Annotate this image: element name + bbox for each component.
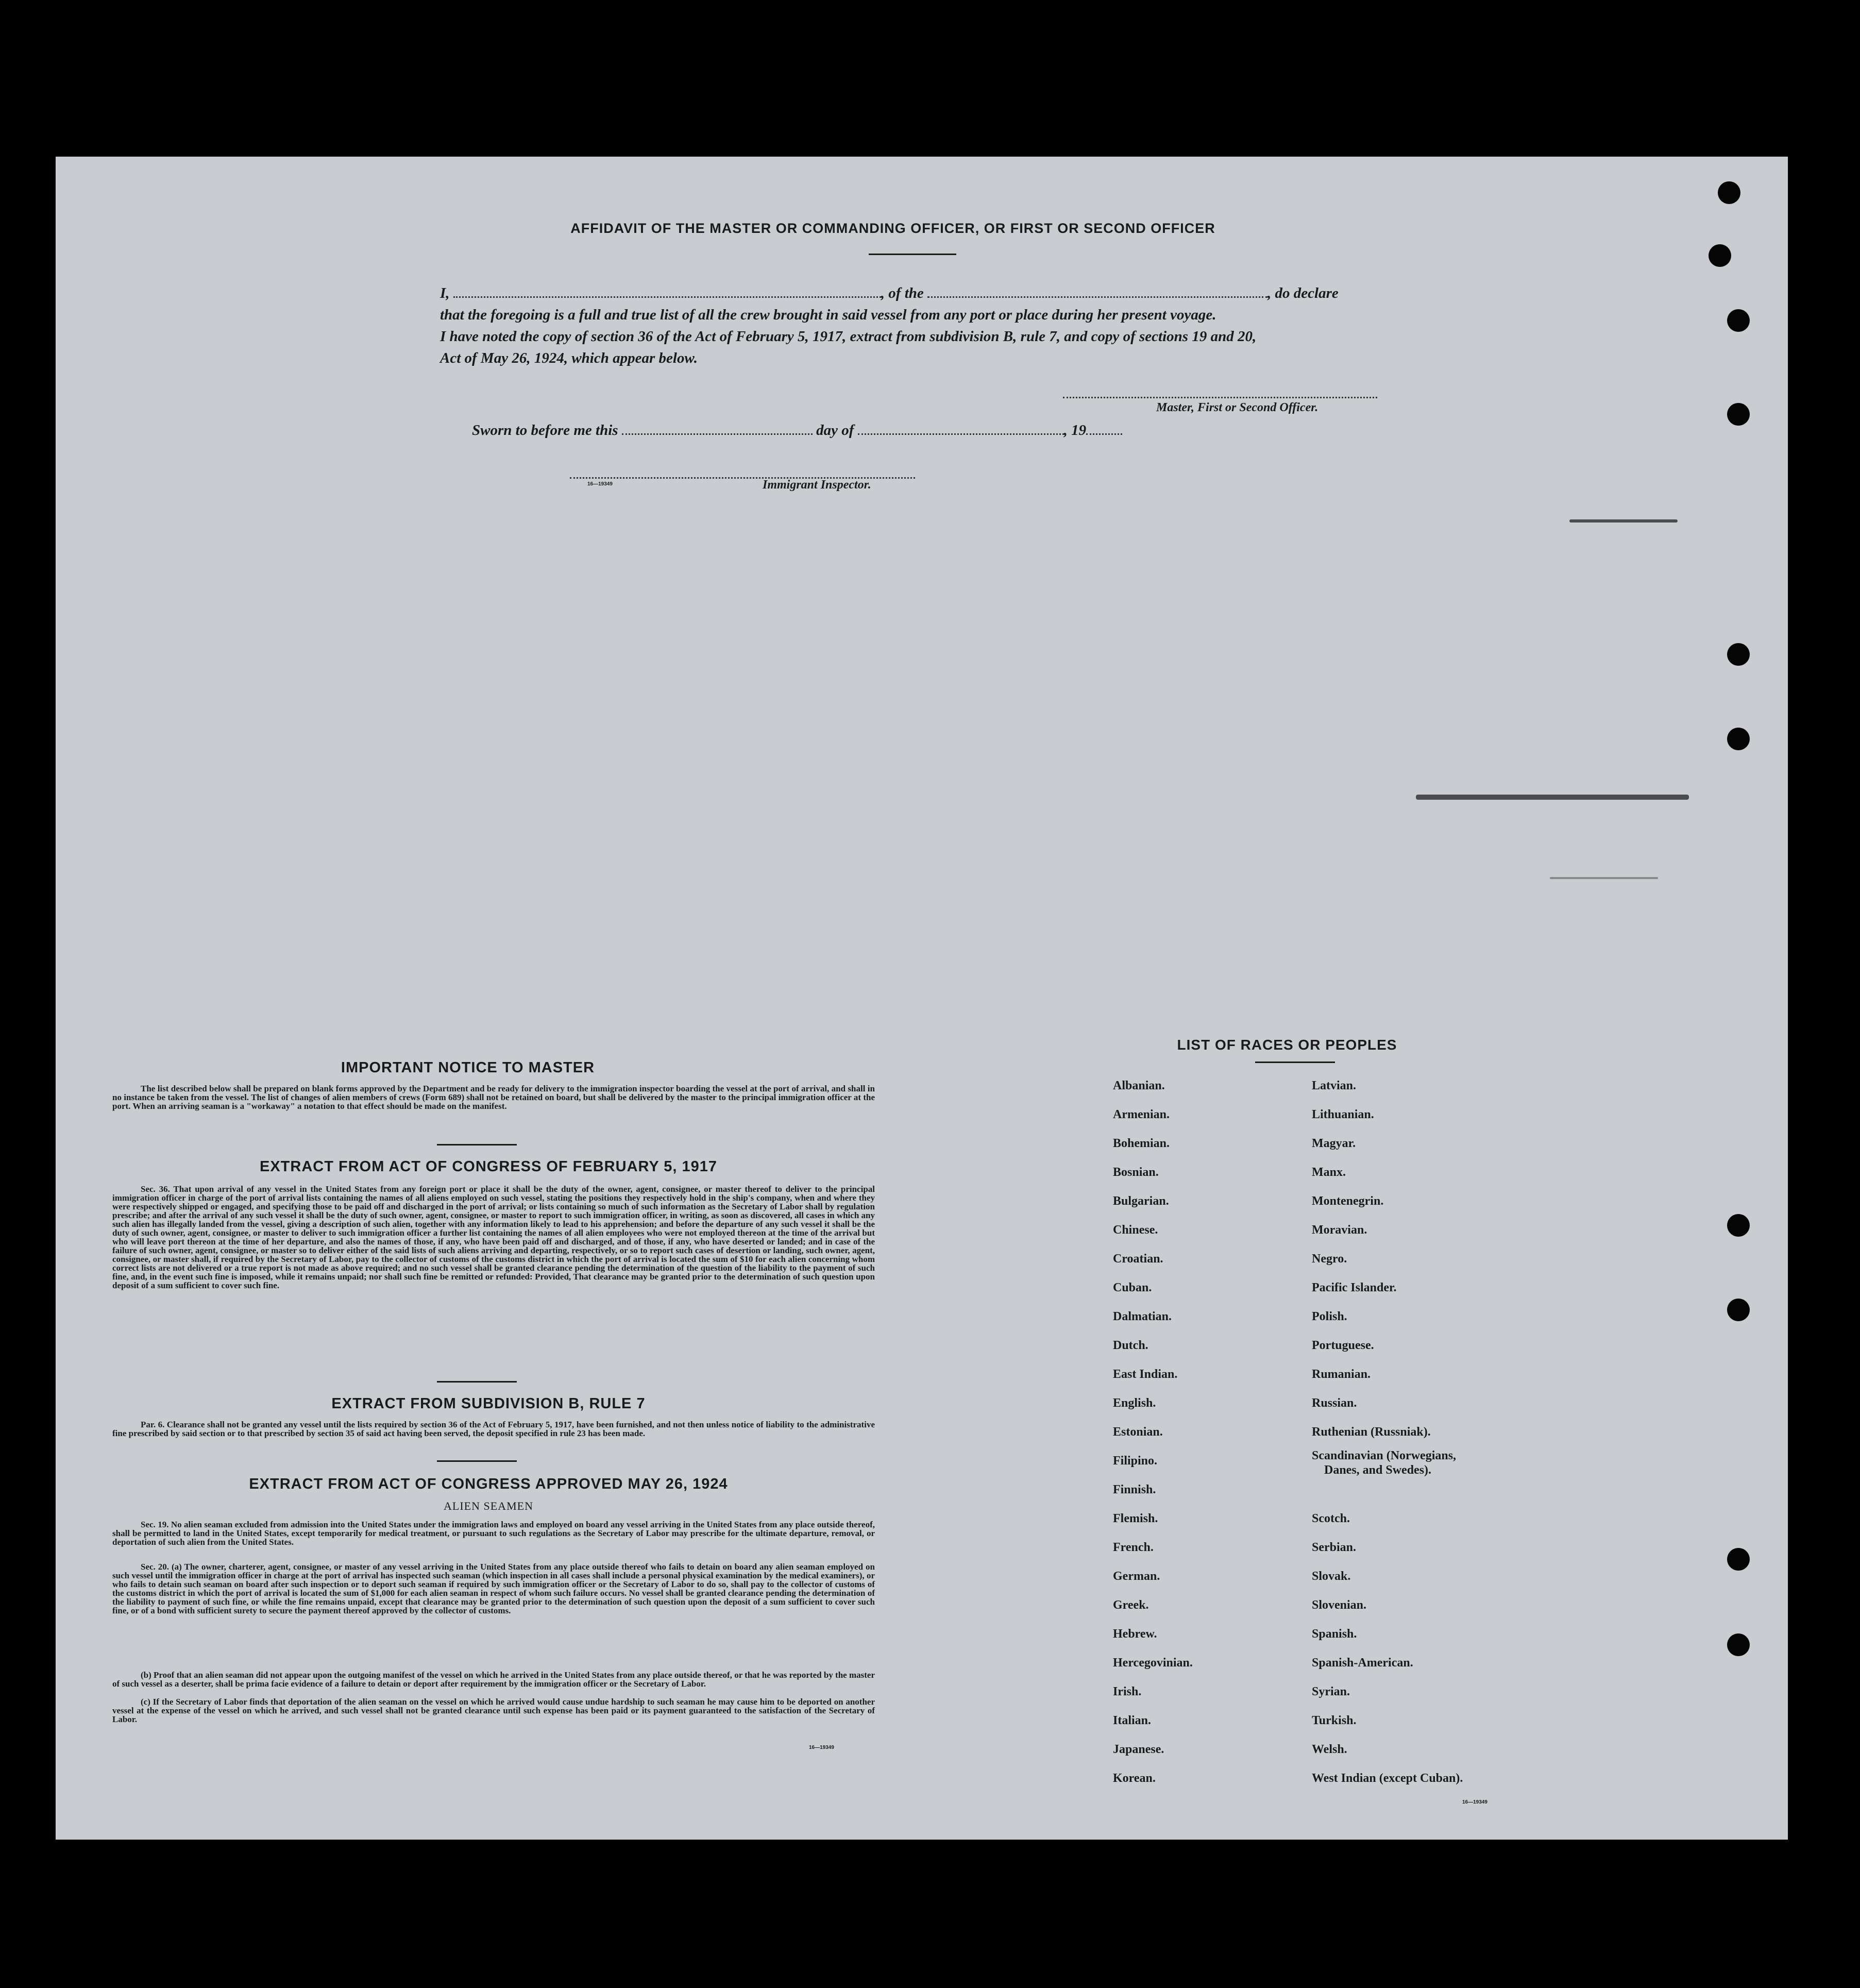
race-item: Japanese. bbox=[1113, 1743, 1164, 1756]
binder-hole bbox=[1709, 244, 1731, 267]
race-item: Lithuanian. bbox=[1312, 1108, 1374, 1121]
year-label: , 19 bbox=[1063, 422, 1087, 439]
rule7-title: EXTRACT FROM SUBDIVISION B, RULE 7 bbox=[331, 1395, 646, 1412]
races-title: LIST OF RACES OR PEOPLES bbox=[1177, 1037, 1397, 1053]
sworn-day-field[interactable] bbox=[622, 424, 813, 435]
binder-hole bbox=[1727, 728, 1750, 750]
day-of-label: day of bbox=[816, 422, 854, 439]
binder-hole bbox=[1727, 1299, 1750, 1321]
race-item: Filipino. bbox=[1113, 1454, 1158, 1468]
declaration-line-2: I have noted the copy of section 36 of the Act of February 5, 1917, extract from subdivision B, rule 7, and copy of sections 19 and 20, bbox=[440, 328, 1257, 345]
race-item: Syrian. bbox=[1312, 1685, 1350, 1698]
of-the-label: , of the bbox=[881, 285, 924, 301]
race-item: Serbian. bbox=[1312, 1541, 1357, 1554]
race-item: Spanish-American. bbox=[1312, 1656, 1413, 1670]
sec19-body: Sec. 19. No alien seaman excluded from admission into the United States under the immigration laws and employed on board any vessel arriving in the United States from any place outside thereof, shall be permitted to land in the United States, except temporarily for medical treatment, or pursuant to such regulations as the Secretary of Labor may prescribe for the ultimate departure, removal, or deportation of such alien from the United States. bbox=[112, 1520, 875, 1547]
notice-title: IMPORTANT NOTICE TO MASTER bbox=[341, 1059, 595, 1076]
race-item: Cuban. bbox=[1113, 1281, 1152, 1294]
extract-1917-rule bbox=[437, 1381, 517, 1383]
race-item: Slovenian. bbox=[1312, 1598, 1367, 1612]
race-item: Magyar. bbox=[1312, 1137, 1356, 1150]
race-item: German. bbox=[1113, 1570, 1160, 1583]
declaration-line-3: Act of May 26, 1924, which appear below. bbox=[440, 350, 698, 366]
race-item: Latvian. bbox=[1312, 1079, 1357, 1092]
race-item: Negro. bbox=[1312, 1252, 1347, 1266]
declaration-line-0 bbox=[440, 282, 1465, 304]
race-item: Spanish. bbox=[1312, 1627, 1357, 1641]
race-item: Danes, and Swedes). bbox=[1324, 1463, 1432, 1477]
do-declare-label: , do declare bbox=[1267, 285, 1339, 301]
race-item: Croatian. bbox=[1113, 1252, 1163, 1266]
rule7-rule bbox=[437, 1460, 517, 1462]
race-item: Bosnian. bbox=[1113, 1166, 1159, 1179]
race-item: Montenegrin. bbox=[1312, 1194, 1384, 1208]
extract-1917-title: EXTRACT FROM ACT OF CONGRESS OF FEBRUARY 5, 1917 bbox=[259, 1158, 718, 1175]
sworn-year-field[interactable] bbox=[1086, 424, 1122, 435]
binder-hole bbox=[1727, 643, 1750, 666]
sec20c-body: (c) If the Secretary of Labor finds that deportation of the alien seaman on the vessel on which he arrived would cause undue hardship to such seaman he may cause him to be deported on another vessel at the expense of the vessel on which he arrived, and such vessel shall not be granted clearance until such expense has been paid or its payment guaranteed to the satisfaction of the Secretary of Labor. bbox=[112, 1697, 875, 1724]
sec20a-body: Sec. 20. (a) The owner, charterer, agent, consignee, or master of any vessel arriving in the United States from any place outside thereof who fails to detain on board any alien seaman employed on such vessel until the immigration officer in charge at the port of arrival has inspected such seaman (which inspection in all cases shall include a personal physical examination by the medical examiners), or who fails to detain such seaman on board after such inspection or to deport such seaman if required by such immigration officer or the Secretary of Labor to do so, shall pay to the collector of customs of the customs district in which the port of arrival is located the sum of $1,000 for each alien seaman in respect of whom such failure occurs. No vessel shall be granted clearance pending the determination of the liability to payment of such fine, or while the fine remains unpaid, except that clearance may be granted prior to the determination of such question upon the deposit of a sum sufficient to cover such fine, or of a bond with sufficient surety to secure the payment thereof approved by the collector of customs. bbox=[112, 1562, 875, 1615]
race-item: Moravian. bbox=[1312, 1223, 1367, 1237]
sworn-label: Sworn to before me this bbox=[472, 422, 618, 439]
i-label: I, bbox=[440, 285, 450, 301]
extract-1917-body: Sec. 36. That upon arrival of any vessel in the United States from any foreign port or place it shall be the duty of the owner, agent, consignee, or master thereof to deliver to the principal immigration officer in charge of the port of arrival lists containing the names of all aliens employed on such vessel, stating the positions they respectively hold in the ship's company, when and where they were respectively shipped or engaged, and specifying those to be paid off and discharged in the port of arrival; or lists containing so much of such information as the Secretary of Labor shall by regulation prescribe; and after the arrival of any such vessel it shall be the duty of such owner, agent, consignee, or master to report to such immigration officer, in writing, as soon as discovered, all cases in which any such alien has illegally landed from the vessel, giving a description of such alien, together with any information likely to lead to his apprehension; and before the departure of any such vessel it shall be the duty of such owner, agent, consignee, or master to deliver to such immigration officer a further list containing the names of all alien employees who were not employed thereon at the time of the arrival but who will leave port thereon at the time of her departure, and also the names of those, if any, who have been paid off and discharged, and of those, if any, who have deserted or landed; and in case of the failure of such owner, agent, consignee, or master so to deliver either of the said lists of such aliens arriving and departing, respectively, or so to report such cases of desertion or landing, such owner, agent, consignee, or master shall, if required by the Secretary of Labor, pay to the collector of customs of the customs district in which the port of arrival is located the sum of $10 for each alien concerning whom correct lists are not delivered or a true report is not made as above required; and no such vessel shall be granted clearance pending the determination of the question of the liability to the payment of such fine, and, in the event such fine is imposed, while it remains unpaid; nor shall such fine be remitted or refunded: Provided, That clearance may be granted prior to the determination of such question upon deposit of a sum sufficient to cover such fine. bbox=[112, 1184, 875, 1290]
race-item: East Indian. bbox=[1113, 1368, 1178, 1381]
race-item: Korean. bbox=[1113, 1772, 1156, 1785]
race-item: Irish. bbox=[1113, 1685, 1142, 1698]
race-item: Manx. bbox=[1312, 1166, 1346, 1179]
notice-rule bbox=[437, 1144, 517, 1145]
race-item: Welsh. bbox=[1312, 1743, 1347, 1756]
alien-seamen-subtitle: ALIEN SEAMEN bbox=[444, 1500, 533, 1512]
race-item: Ruthenian (Russniak). bbox=[1312, 1425, 1431, 1439]
binder-hole bbox=[1727, 1548, 1750, 1571]
name-field[interactable] bbox=[453, 287, 881, 298]
affidavit-title: AFFIDAVIT OF THE MASTER OR COMMANDING OFFICER, OR FIRST OR SECOND OFFICER bbox=[570, 221, 1215, 236]
declaration-line-1: that the foregoing is a full and true list of all the crew brought in said vessel from any port or place during her present voyage. bbox=[440, 307, 1216, 323]
affidavit-title-rule bbox=[869, 254, 956, 255]
binder-hole bbox=[1727, 403, 1750, 426]
binder-hole bbox=[1727, 1214, 1750, 1237]
inspector-label: Immigrant Inspector. bbox=[763, 478, 871, 492]
race-item: Portuguese. bbox=[1312, 1339, 1374, 1352]
race-item: Scandinavian (Norwegians, bbox=[1312, 1449, 1457, 1462]
race-item: Dalmatian. bbox=[1113, 1310, 1172, 1323]
race-item: Bulgarian. bbox=[1113, 1194, 1169, 1208]
sworn-line bbox=[472, 419, 1193, 441]
race-item: Russian. bbox=[1312, 1396, 1357, 1410]
race-item: Rumanian. bbox=[1312, 1368, 1371, 1381]
inspector-form-number: 16—19349 bbox=[587, 481, 613, 487]
race-item: Scotch. bbox=[1312, 1512, 1350, 1525]
race-item: Bohemian. bbox=[1113, 1137, 1170, 1150]
race-item: English. bbox=[1113, 1396, 1156, 1410]
race-item: Italian. bbox=[1113, 1714, 1152, 1727]
race-item: Estonian. bbox=[1113, 1425, 1163, 1439]
race-item: Pacific Islander. bbox=[1312, 1281, 1397, 1294]
race-item: Polish. bbox=[1312, 1310, 1347, 1323]
notice-body: The list described below shall be prepared on blank forms approved by the Department and be ready for delivery to the immigration inspector boarding the vessel at the port of arrival, and shall in no instance be taken from the vessel. The list of changes of alien members of crews (Form 689) shall not be retained on board, but shall be delivered by the master to the principal immigration officer at the port. When an arriving seaman is a "workaway" a notation to that effect should be made on the manifest. bbox=[112, 1084, 875, 1111]
race-item: Greek. bbox=[1113, 1598, 1149, 1612]
race-item: Chinese. bbox=[1113, 1223, 1158, 1237]
form-page bbox=[56, 157, 1788, 1840]
race-item: Slovak. bbox=[1312, 1570, 1351, 1583]
sec20b-body: (b) Proof that an alien seaman did not appear upon the outgoing manifest of the vessel on which he arrived in the United States from any place outside thereof, or that he was reported by the master of such vessel as a deserter, shall be prima facie evidence of a failure to detain or deport after requirement by the immigration officer or the Secretary of Labor. bbox=[112, 1670, 875, 1689]
race-item: West Indian (except Cuban). bbox=[1312, 1772, 1463, 1785]
race-item: Albanian. bbox=[1113, 1079, 1165, 1092]
ink-smudge bbox=[1416, 795, 1689, 800]
race-item: French. bbox=[1113, 1541, 1154, 1554]
race-item: Armenian. bbox=[1113, 1108, 1170, 1121]
vessel-field[interactable] bbox=[927, 287, 1267, 298]
binder-hole bbox=[1727, 1633, 1750, 1656]
race-item: Hercegovinian. bbox=[1113, 1656, 1193, 1670]
extract-1924-title: EXTRACT FROM ACT OF CONGRESS APPROVED MAY 26, 1924 bbox=[249, 1476, 728, 1492]
race-item: Flemish. bbox=[1113, 1512, 1158, 1525]
sworn-month-field[interactable] bbox=[858, 424, 1064, 435]
races-form-number: 16—19349 bbox=[1462, 1799, 1487, 1805]
binder-hole bbox=[1727, 309, 1750, 332]
signature-label: Master, First or Second Officer. bbox=[1156, 401, 1318, 414]
ink-smudge bbox=[1550, 877, 1658, 879]
race-item: Finnish. bbox=[1113, 1483, 1156, 1496]
race-item: Hebrew. bbox=[1113, 1627, 1157, 1641]
race-item: Turkish. bbox=[1312, 1714, 1357, 1727]
extract-1924-form-number: 16—19349 bbox=[809, 1745, 834, 1750]
races-rule bbox=[1255, 1062, 1335, 1063]
race-item: Dutch. bbox=[1113, 1339, 1148, 1352]
rule7-body: Par. 6. Clearance shall not be granted any vessel until the lists required by section 36 of the Act of February 5, 1917, have been furnished, and not then unless notice of liability to the administrative fine prescribed by said section or to that prescribed by section 35 of said act having been served, the deposit specified in rule 23 has been made. bbox=[112, 1420, 875, 1438]
ink-smudge bbox=[1569, 519, 1678, 523]
binder-hole bbox=[1718, 181, 1740, 204]
